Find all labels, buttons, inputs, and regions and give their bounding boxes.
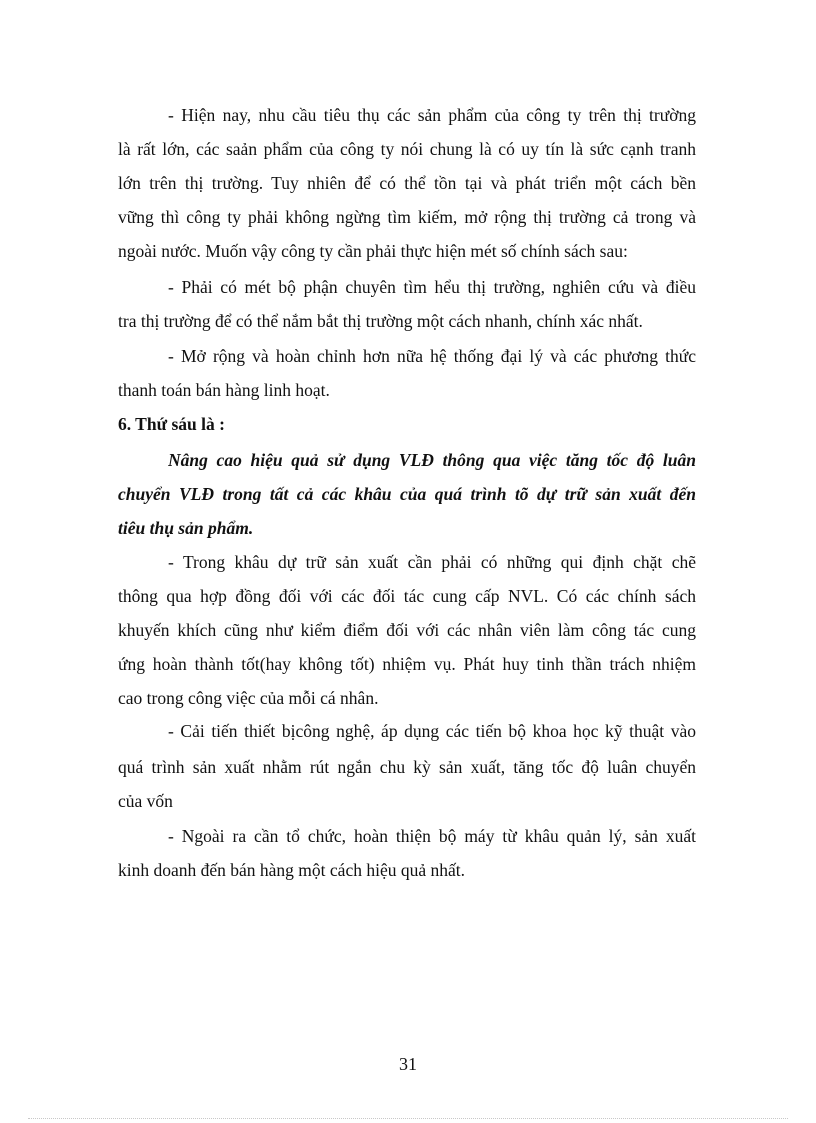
body-line: thông qua hợp đồng đối với các đối tác cung cấp NVL. Có các chính sách (118, 586, 696, 606)
body-line: vững thì công ty phải không ngừng tìm kiếm, mở rộng thị trường cả trong và (118, 207, 696, 227)
emphasis-heading-line: chuyển VLĐ trong tất cả các khâu của quá trình tõ dự trữ sản xuất đến (118, 484, 696, 504)
body-line: tra thị trường để có thể nắm bắt thị trường một cách nhanh, chính xác nhất. (118, 311, 643, 331)
page-number: 31 (399, 1054, 417, 1074)
body-line: - Hiện nay, nhu cầu tiêu thụ các sản phẩm của công ty trên thị trường (168, 105, 696, 125)
body-line: của vốn (118, 791, 173, 811)
section-heading: 6. Thứ sáu là : (118, 414, 225, 434)
emphasis-heading-line: tiêu thụ sản phẩm. (118, 518, 254, 538)
body-line: - Trong khâu dự trữ sản xuất cần phải có những qui định chặt chẽ (168, 552, 696, 572)
emphasis-heading-line: Nâng cao hiệu quả sử dụng VLĐ thông qua việc tăng tốc độ luân (168, 450, 696, 470)
body-line: - Ngoài ra cần tổ chức, hoàn thiện bộ máy từ khâu quản lý, sản xuất (168, 826, 696, 846)
body-line: ứng hoàn thành tốt(hay không tốt) nhiệm vụ. Phát huy tinh thần trách nhiệm (118, 654, 696, 674)
body-line: cao trong công việc của mỗi cá nhân. (118, 688, 379, 708)
body-line: - Cải tiến thiết bịcông nghệ, áp dụng các tiến bộ khoa học kỹ thuật vào (168, 721, 696, 741)
body-line: khuyến khích cũng như kiểm điểm đối với các nhân viên làm công tác cung (118, 620, 696, 640)
page-bottom-divider (28, 1118, 788, 1119)
body-line: là rất lớn, các saản phẩm của công ty nói chung là có uy tín là sức cạnh tranh (118, 139, 696, 159)
body-line: ngoài nước. Muốn vậy công ty cần phải thực hiện mét số chính sách sau: (118, 241, 628, 261)
body-line: lớn trên thị trường. Tuy nhiên để có thể tồn tại và phát triển một cách bền (118, 173, 696, 193)
body-line: quá trình sản xuất nhằm rút ngắn chu kỳ sản xuất, tăng tốc độ luân chuyển (118, 757, 696, 777)
body-line: - Phải có mét bộ phận chuyên tìm hểu thị trường, nghiên cứu và điều (168, 277, 696, 297)
body-line: kinh doanh đến bán hàng một cách hiệu quả nhất. (118, 860, 465, 880)
body-line: thanh toán bán hàng linh hoạt. (118, 380, 330, 400)
body-line: - Mở rộng và hoàn chỉnh hơn nữa hệ thống đại lý và các phương thức (168, 346, 696, 366)
